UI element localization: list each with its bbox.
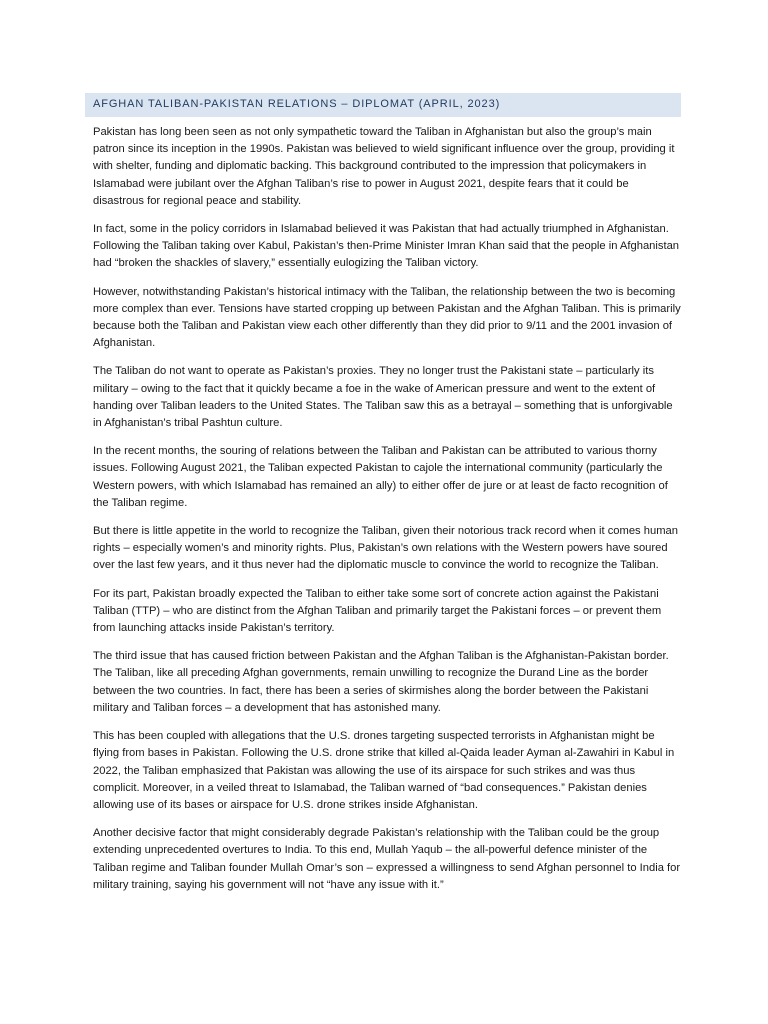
paragraph: For its part, Pakistan broadly expected the Taliban to either take some sort of concrete action against the Pakistani Taliban (TTP) – who are distinct from the Afghan Taliban and primarily target the Pakistani forces – or prevent them from launching attacks inside Pakistan’s territory. — [93, 587, 662, 635]
paragraph: Pakistan has long been seen as not only sympathetic toward the Taliban in Afghanistan but also the group’s main patron since its inception in the 1990s. Pakistan was believed to wield significant influence over the group, providing it with shelter, funding and diplomatic backing. This background contributed to the impression that policymakers in Islamabad were jubilant over the Afghan Taliban’s rise to power in August 2021, despite fears that it could be disastrous for regional peace and stability. — [93, 126, 675, 207]
paragraph: But there is little appetite in the world to recognize the Taliban, given their notorious track record when it comes human rights – especially women’s and minority rights. Plus, Pakistan’s own relations with the Western powers have soured over the last few years, and it thus never had the diplomatic muscle to convince the world to recognize the Taliban. — [93, 525, 678, 572]
section-heading: AFGHAN TALIBAN-PAKISTAN RELATIONS – DIPLOMAT (APRIL, 2023) — [93, 98, 501, 110]
paragraph: In fact, some in the policy corridors in Islamabad believed it was Pakistan that had actually triumphed in Afghanistan. Following the Taliban taking over Kabul, Pakistan’s then-Prime Minister Imran Khan said that the people in Afghanistan had “broken the shackles of slavery,” essentially eulogizing the Taliban victory. — [93, 223, 680, 270]
article-body — [93, 124, 681, 905]
paragraph: The third issue that has caused friction between Pakistan and the Afghan Taliban is the Afghanistan-Pakistan border. The Taliban, like all preceding Afghan governments, remain unwilling to recognize the Durand Line as the border between the two countries. In fact, there has been a series of skirmishes along the border between the Pakistani military and Taliban forces – a development that has astonished many. — [93, 650, 669, 714]
paragraph: In the recent months, the souring of relations between the Taliban and Pakistan can be attributed to various thorny issues. Following August 2021, the Taliban expected Pakistan to cajole the international community (particularly the Western powers, with which Islamabad has remained an ally) to either offer de jure or at least de facto recognition of the Taliban regime. — [93, 445, 668, 509]
paragraph: This has been coupled with allegations that the U.S. drones targeting suspected terrorists in Afghanistan might be flying from bases in Pakistan. Following the U.S. drone strike that killed al-Qaida leader Ayman al-Zawahiri in Kabul in 2022, the Taliban emphasized that Pakistan was allowing the use of its airspace for such strikes and was thus complicit. Moreover, in a veiled threat to Islamabad, the Taliban warned of “bad consequences.” Pakistan denies allowing use of its bases or airspace for U.S. drone strikes inside Afghanistan. — [93, 730, 675, 811]
paragraph: However, notwithstanding Pakistan’s historical intimacy with the Taliban, the relationship between the two is becoming more complex than ever. Tensions have started cropping up between Pakistan and the Afghan Taliban. This is primarily because both the Taliban and Pakistan view each other differently than they did prior to 9/11 and the 2001 invasion of Afghanistan. — [93, 285, 681, 350]
paragraph: Another decisive factor that might considerably degrade Pakistan’s relationship with the Taliban could be the group extending unprecedented overtures to India. To this end, Mullah Yaqub – the all-powerful defence minister of the Taliban regime and Taliban founder Mullah Omar’s son – expressed a willingness to send Afghan personnel to India for military training, saying his government will not “have any issue with it.” — [93, 827, 681, 891]
section-heading-band — [85, 93, 681, 117]
paragraph: The Taliban do not want to operate as Pakistan’s proxies. They no longer trust the Pakistani state – particularly its military – owing to the fact that it quickly became a foe in the wake of American pressure and went to the extent of handing over Taliban leaders to the United States. The Taliban saw this as a betrayal – something that is unforgivable in Afghanistan’s tribal Pashtun culture. — [93, 365, 673, 430]
